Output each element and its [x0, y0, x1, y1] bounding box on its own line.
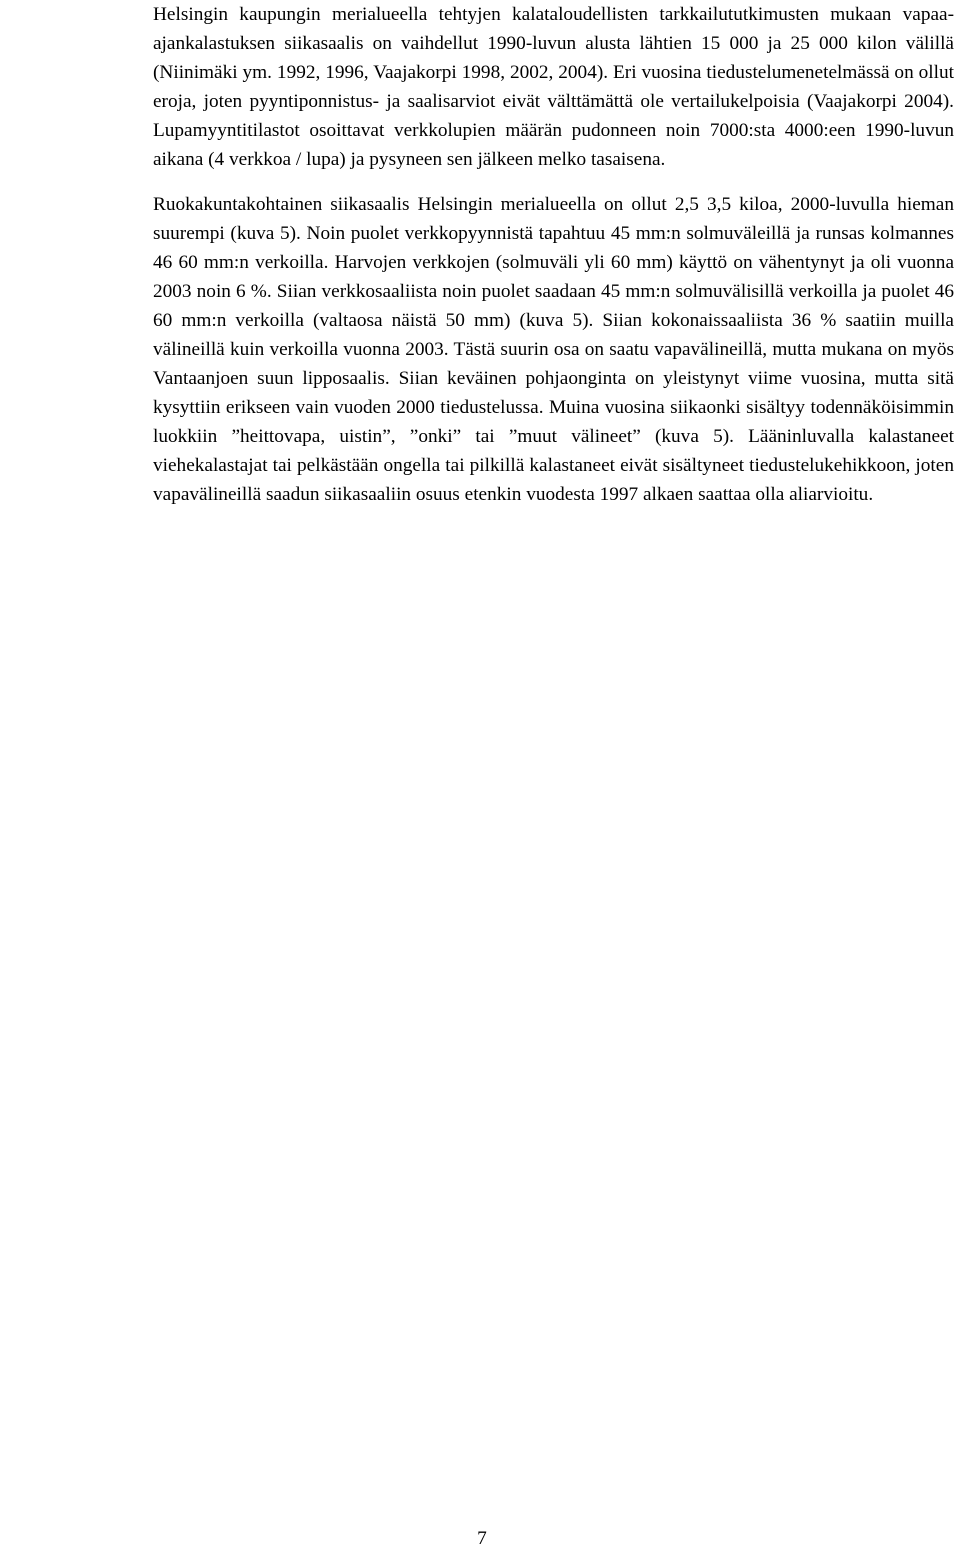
paragraph-1: Helsingin kaupungin merialueella tehtyjen kalataloudellisten tarkkailututkimusten mukaan vapaa-ajankalastuksen siikasaalis on vaihdellut 1990-luvun alusta lähtien 15 000 ja 25 000 kilon välillä (Niinimäki ym. 1992, 1996, Vaajakorpi 1998, 2002, 2004). Eri vuosina tiedustelumenetelmässä on ollut eroja, joten pyyntiponnistus- ja saalisarviot eivät välttämättä ole vertailukelpoisia (Vaajakorpi 2004). Lupamyyntitilastot osoittavat verkkolupien määrän pudonneen noin 7000:sta 4000:een 1990-luvun aikana (4 verkkoa / lupa) ja pysyneen sen jälkeen melko tasaisena. — [153, 4, 954, 170]
document-body — [153, 0, 954, 509]
page-number: 7 — [477, 1528, 487, 1549]
paragraph-2: Ruokakuntakohtainen siikasaalis Helsingin merialueella on ollut 2,5 3,5 kiloa, 2000-luvulla hieman suurempi (kuva 5). Noin puolet verkkopyynnistä tapahtuu 45 mm:n solmuväleillä ja runsas kolmannes 46 60 mm:n verkoilla. Harvojen verkkojen (solmuväli yli 60 mm) käyttö on vähentynyt ja oli vuonna 2003 noin 6 %. Siian verkkosaaliista noin puolet saadaan 45 mm:n solmuvälisillä verkoilla ja puolet 46 60 mm:n verkoilla (valtaosa näistä 50 mm) (kuva 5). Siian kokonaissaaliista 36 % saatiin muilla välineillä kuin verkoilla vuonna 2003. Tästä suurin osa on saatu vapavälineillä, mutta mukana on myös Vantaanjoen suun lipposaalis. Siian keväinen pohjaonginta on yleistynyt viime vuosina, mutta sitä kysyttiin erikseen vain vuoden 2000 tiedustelussa. Muina vuosina siikaonki sisältyy todennäköisimmin luokkiin ”heittovapa, uistin”, ”onki” tai ”muut välineet” (kuva 5). Lääninluvalla kalastaneet viehekalastajat tai pelkästään ongella tai pilkillä kalastaneet eivät sisältyneet tiedustelukehikkoon, joten vapavälineillä saadun siikasaaliin osuus etenkin vuodesta 1997 alkaen saattaa olla aliarvioitu. — [153, 194, 954, 505]
